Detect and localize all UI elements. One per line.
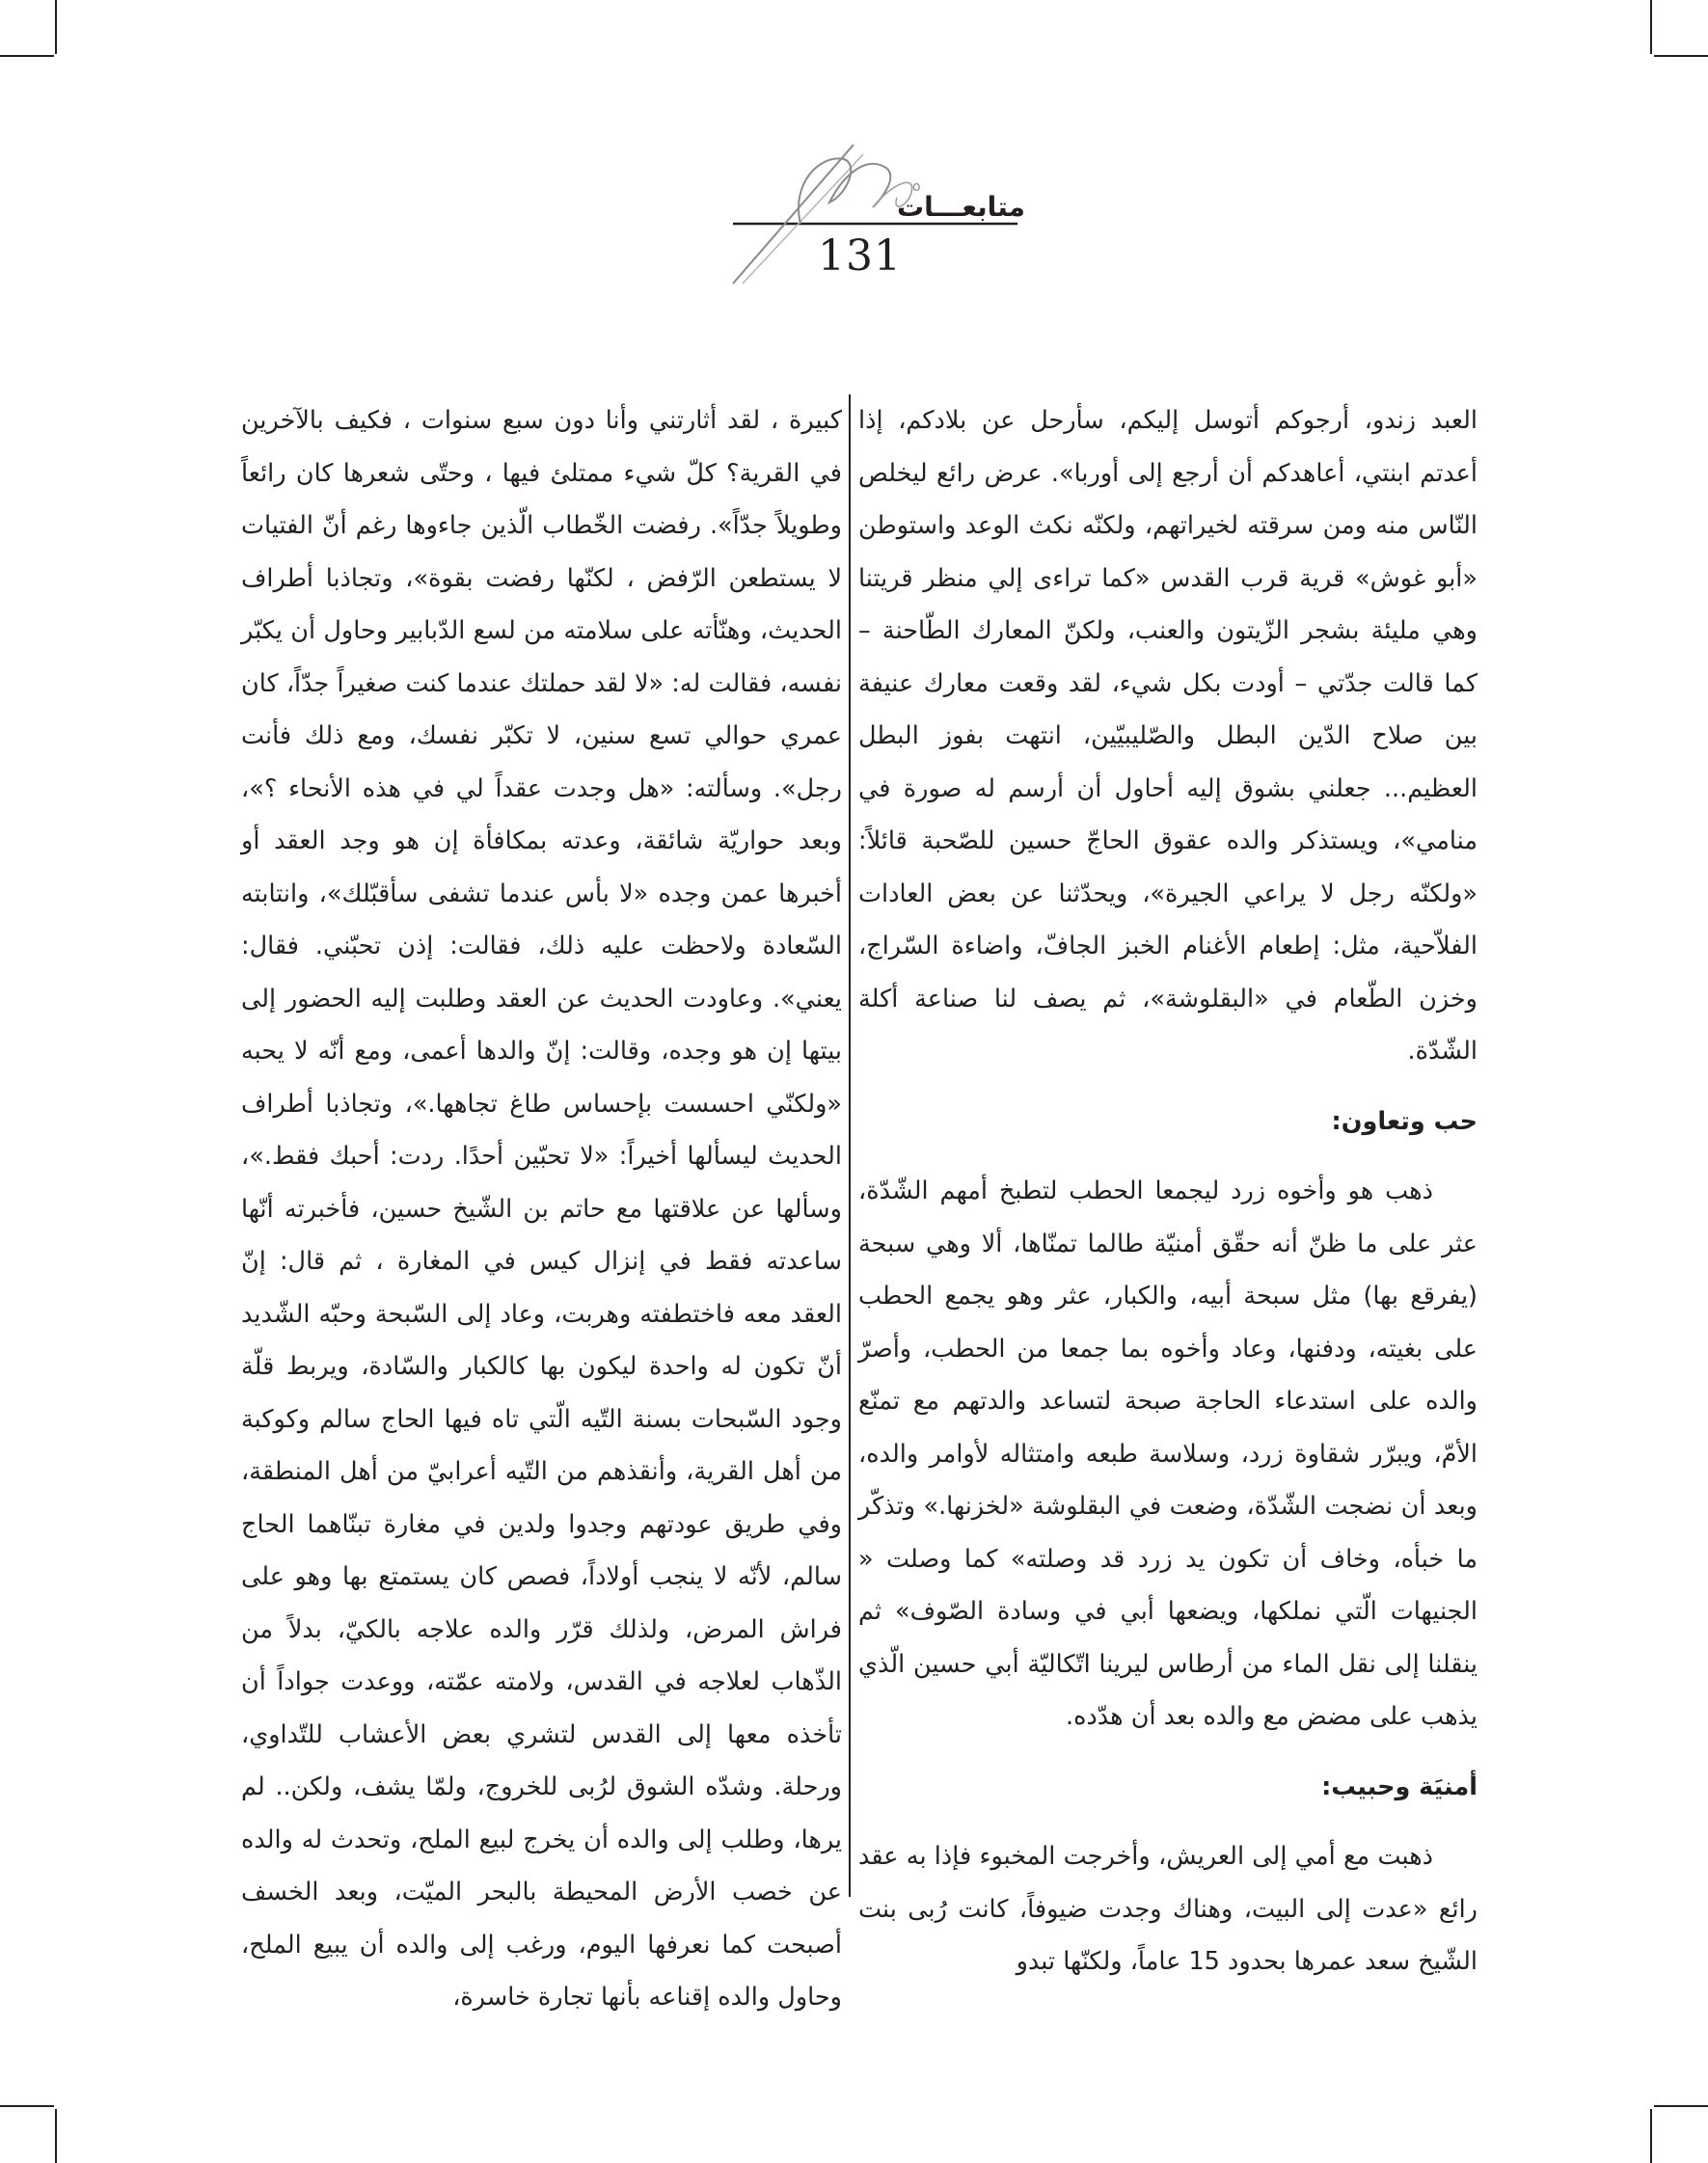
- page-number: 131: [818, 231, 902, 281]
- section-heading: حب وتعاون:: [1331, 1106, 1478, 1136]
- paragraph: كبيرة ، لقد أثارتني وأنا دون سبع سنوات ، فكيف بالآخرين في القرية؟ كلّ شيء ممتلئ فيها ، وحتّى شعرها كان رائعاً وطويلاً جدّاً». رفضت الخّطاب الّذين جاءوها رغم أنّ الفتيات لا يستطعن الرّفض ، لكنّها رفضت بقوة»، وتجاذبا أطراف الحديث، وهنّأته على سلامته من لسع الدّبابير وحاول أن يكبّر نفسه، فقالت له: «لا لقد حملتك عندما كنت صغيراً جدّاً، كان عمري حوالي تسع سنين، لا تكبّر نفسك، ومع ذلك فأنت رجل». وسألته: «هل وجدت عقداً لي في هذه الأنحاء ؟»، وبعد حواريّة شائقة، وعدته بمكافأة إن هو وجد العقد أو أخبرها عمن وجده «لا بأس عندما تشفى سأقبّلك»، وانتابته السّعادة ولاحظت عليه ذلك، فقالت: إذن تحبّني. فقال: يعني». وعاودت الحديث عن العقد وطلبت إليه الحضور إلى بيتها إن هو وجده، وقالت: إنّ والدها أعمى، ومع أنّه لا يحبه «ولكنّي احسست بإحساس طاغ تجاهها.»، وتجاذبا أطراف الحديث ليسألها أخيراً: «لا تحبّين أحدًا. ردت: أحبك فقط.»، وسألها عن علاقتها مع حاتم بن الشّيخ حسين، فأخبرته أنّها ساعدته فقط في إنزال كيس في المغارة ، ثم قال: إنّ العقد معه فاختطفته وهربت، وعاد إلى السّبحة وحبّه الشّديد أنّ تكون له واحدة ليكون بها كالكبار والسّادة، ويربط قلّة وجود السّبحات بسنة التّيه الّتي تاه فيها الحاج سالم وكوكبة من أهل القرية، وأنقذهم من التّيه أعرابيّ من أهل المنطقة، وفي طريق عودتهم وجدوا ولدين في مغارة تبنّاهما الحاج سالم، لأنّه لا ينجب أولاداً، فصص كان يستمتع بها وهو على فراش المرض، ولذلك قرّر والده علاجه بالكيّ، بدلاً من الذّهاب لعلاجه في القدس، ولامته عمّته، ووعدت جواداً أن تأخذه معها إلى القدس لتشري بعض الأعشاب للتّداوي، ورحلة. وشدّه الشوق لرُبى للخروج، ولمّا يشف، ولكن.. لم يرها، وطلب إلى والده أن يخرج لبيع الملح، وتحدث له والده عن خصب الأرض المحيطة بالبحر الميّت، وبعد الخسف أصبحت كما نعرفها اليوم، ورغب إلى والده أن يبيع الملح، وحاول والده إقناعه بأنها تجارة خاسرة،: [241, 406, 842, 2012]
- svg-text:o: o: [912, 179, 921, 195]
- crop-mark-top-right-vertical: [1650, 0, 1652, 54]
- crop-mark-top-left-vertical: [55, 0, 57, 54]
- paragraph: العبد زندو، أرجوكم أتوسل إليكم، سأرحل عن بلادكم، إذا أعدتم ابنتي، أعاهدكم أن أرجع إلى أوربا». عرض رائع ليخلص النّاس منه ومن سرقته لخيراتهم، ولكنّه نكث الوعد واستوطن «أبو غوش» قرية قرب القدس «كما تراءى إلي منظر قريتنا وهي مليئة بشجر الزّيتون والعنب، ولكنّ المعارك الطّاحنة – كما قالت جدّتي – أودت بكل شيء، لقد وقعت معارك عنيفة بين صلاح الدّين البطل والصّليبيّين، انتهت بفوز البطل العظيم... جعلني بشوق إليه أحاول أن أرسم له صورة في منامي»، ويستذكر والده عقوق الحاجّ حسين للصّحبة قائلاً: «ولكنّه رجل لا يراعي الجيرة»، ويحدّثنا عن بعض العادات الفلاّحية، مثل: إطعام الأغنام الخبز الجافّ، واضاءة السّراج، وخزن الطّعام في «البقلوشة»، ثم يصف لنا صناعة أكلة الشّدّة.: [858, 406, 1478, 1066]
- section-label: متابعـــات: [897, 191, 1025, 223]
- paragraph: ذهب هو وأخوه زرد ليجمعا الحطب لتطبخ أمهم الشّدّة، عثر على ما ظنّ أنه حقّق أمنيّة طالما تمنّاها، ألا وهي سبحة (يفرقع بها) مثل سبحة أبيه، والكبار، عثر وهو يجمع الحطب على بغيته، ودفنها، وعاد وأخوه بما جمعا من الحطب، وأصرّ والده على استدعاء الحاجة صبحة لتساعد والدتهم مع تمنّع الأمّ، ويبرّر شقاوة زرد، وسلاسة طبعه وامتثاله لأوامر والده، وبعد أن نضجت الشّدّة، وضعت في البقلوشة «لخزنها.» وتذكّر ما خبأه، وخاف أن تكون يد زرد قد وصلته» كما وصلت « الجنيهات الّتي نملكها، ويضعها أبي في وسادة الصّوف» ثم ينقلنا إلى نقل الماء من أرطاس ليرينا اتّكاليّة أبي حسين الّذي يذهب على مضض مع والده بعد أن هدّده.: [858, 1176, 1478, 1731]
- crop-mark-top-left-horizontal: [0, 55, 54, 57]
- crop-mark-bottom-left-horizontal: [0, 2105, 54, 2107]
- crop-mark-top-right-horizontal: [1654, 55, 1708, 57]
- crop-mark-bottom-right-horizontal: [1654, 2105, 1708, 2107]
- article-column-left: [241, 394, 842, 2024]
- crop-mark-bottom-right-vertical: [1650, 2109, 1652, 2163]
- section-heading: أمنيَة وحبيب:: [1321, 1771, 1478, 1801]
- crop-mark-bottom-left-vertical: [55, 2109, 57, 2163]
- paragraph: ذهبت مع أمي إلى العريش، وأخرجت المخبوء فإذا به عقد رائع «عدت إلى البيت، وهناك وجدت ضيوفاً، كانت رُبى بنت الشّيخ سعد عمرها بحدود 15 عاماً، ولكنّها تبدو: [858, 1842, 1478, 1976]
- column-divider: [849, 394, 851, 1897]
- article-column-right: [858, 394, 1478, 1988]
